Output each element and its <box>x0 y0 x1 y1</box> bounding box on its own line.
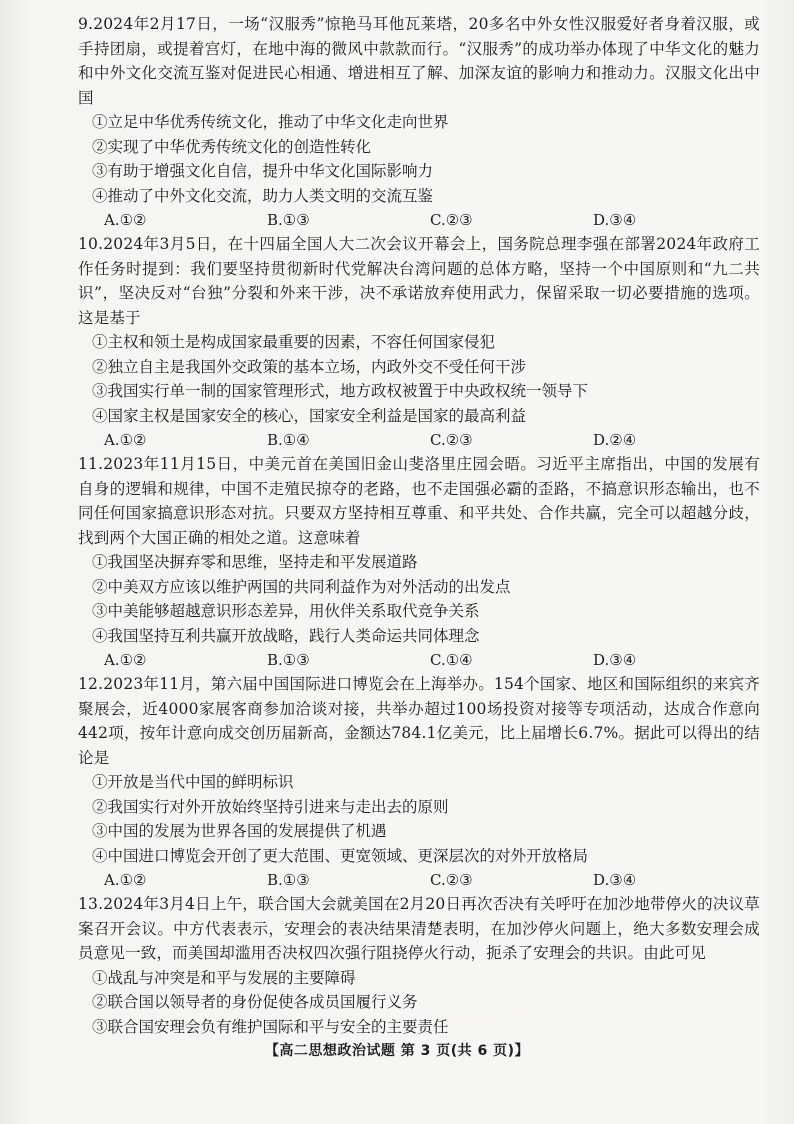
option-2: ②我国实行对外开放始终坚持引进来与走出去的原则 <box>92 797 449 816</box>
choice-b: B.①③ <box>267 651 310 669</box>
option-3: ③联合国安理会负有维护国际和平与安全的主要责任 <box>92 1017 449 1036</box>
answer-choices <box>78 208 760 232</box>
option-1: ①我国坚决摒弃零和思维，坚持走和平发展道路 <box>92 553 418 571</box>
question-stem: 10.2024年3月5日，在十四届全国人大二次会议开幕会上，国务院总理李强在部署2024年政府工作任务时提到：我们要坚持贯彻新时代党解决台湾问题的总体方略，坚持一个中国原则和“九二共识”，坚决反对“台独”分裂和外来干涉，决不承诺放弃使用武力，保留采取一切必要措施的选项。这是基于 <box>78 235 760 327</box>
choice-d: D.③④ <box>593 871 637 889</box>
option-4: ④国家主权是国家安全的核心，国家安全利益是国家的最高利益 <box>92 406 527 425</box>
choice-d: D.②④ <box>593 431 637 449</box>
option-2: ②独立自主是我国外交政策的基本立场，内政外交不受任何干涉 <box>92 357 527 376</box>
choice-c: C.②③ <box>430 211 473 229</box>
question-10 <box>78 232 760 452</box>
question-list <box>78 12 760 1039</box>
choice-a: A.①② <box>104 431 147 449</box>
option-1: ①立足中华优秀传统文化，推动了中华文化走向世界 <box>92 113 449 131</box>
option-2: ②中美双方应该以维护两国的共同利益作为对外活动的出发点 <box>92 577 511 596</box>
choice-b: B.①③ <box>267 211 310 229</box>
choice-a: A.①② <box>104 211 147 229</box>
answer-choices <box>78 868 760 892</box>
question-12 <box>78 672 760 892</box>
question-13 <box>78 892 760 1039</box>
answer-choices <box>78 648 760 672</box>
option-2: ②实现了中华优秀传统文化的创造性转化 <box>92 137 372 156</box>
option-4: ④我国坚持互利共赢开放战略，践行人类命运共同体理念 <box>92 626 480 645</box>
option-3: ③我国实行单一制的国家管理形式，地方政权被置于中央政权统一领导下 <box>92 382 589 400</box>
option-3: ③中美能够超越意识形态差异，用伙伴关系取代竞争关系 <box>92 602 480 620</box>
option-1: ①开放是当代中国的鲜明标识 <box>92 773 294 791</box>
page-footer: 【高二思想政治试题 第 3 页(共 6 页)】 <box>264 1043 530 1059</box>
option-3: ③中国的发展为世界各国的发展提供了机遇 <box>92 822 387 840</box>
choice-a: A.①② <box>104 651 147 669</box>
choice-c: C.②③ <box>430 871 473 889</box>
question-stem: 9.2024年2月17日，一场“汉服秀”惊艳马耳他瓦莱塔，20多名中外女性汉服爱好者身着汉服，或手持团扇，或提着宫灯，在地中海的微风中款款而行。“汉服秀”的成功举办体现了中华文化的魅力和中外文化交流互鉴对促进民心相通、增进相互了解、加深友谊的影响力和推动力。汉服文化出中国 <box>78 15 760 107</box>
option-1: ①主权和领土是构成国家最重要的因素，不容任何国家侵犯 <box>92 333 496 351</box>
question-9 <box>78 12 760 232</box>
option-2: ②联合国以领导者的身份促使各成员国履行义务 <box>92 993 418 1011</box>
choice-b: B.①④ <box>267 431 310 449</box>
choice-d: D.③④ <box>593 651 637 669</box>
option-1: ①战乱与冲突是和平与发展的主要障碍 <box>92 968 356 987</box>
choice-a: A.①② <box>104 871 147 889</box>
choice-b: B.①③ <box>267 871 310 889</box>
question-stem: 11.2023年11月15日，中美元首在美国旧金山斐洛里庄园会晤。习近平主席指出，中国的发展有自身的逻辑和规律，中国不走殖民掠夺的老路，也不走国强必霸的歪路，不搞意识形态输出，也不同任何国家搞意识形态对抗。只要双方坚持相互尊重、和平共处、合作共赢，完全可以超越分歧，找到两个大国正确的相处之道。这意味着 <box>78 455 760 547</box>
option-4: ④推动了中外文化交流，助力人类文明的交流互鉴 <box>92 186 434 205</box>
option-3: ③有助于增强文化自信，提升中华文化国际影响力 <box>92 162 434 180</box>
choice-c: C.①④ <box>430 651 473 669</box>
choice-d: D.③④ <box>593 211 637 229</box>
option-4: ④中国进口博览会开创了更大范围、更宽领域、更深层次的对外开放格局 <box>92 846 589 865</box>
question-11 <box>78 452 760 672</box>
choice-c: C.②③ <box>430 431 473 449</box>
question-stem: 13.2024年3月4日上午，联合国大会就美国在2月20日再次否决有关呼吁在加沙地带停火的决议草案召开会议。中方代表表示，安理会的表决结果清楚表明，在加沙停火问题上，绝大多数安理会成员意见一致，而美国却滥用否决权四次强行阻挠停火行动，扼杀了安理会的共识。由此可见 <box>78 895 760 962</box>
question-stem: 12.2023年11月，第六届中国国际进口博览会在上海举办。154个国家、地区和国际组织的来宾齐聚展会，近4000家展客商参加洽谈对接，共举办超过100场投资对接等专项活动，达成合作意向442项，按年计意向成交创历届新高，金额达784.1亿美元，比上届增长6.7%。据此可以得出的结论是 <box>78 675 760 767</box>
answer-choices <box>78 428 760 452</box>
